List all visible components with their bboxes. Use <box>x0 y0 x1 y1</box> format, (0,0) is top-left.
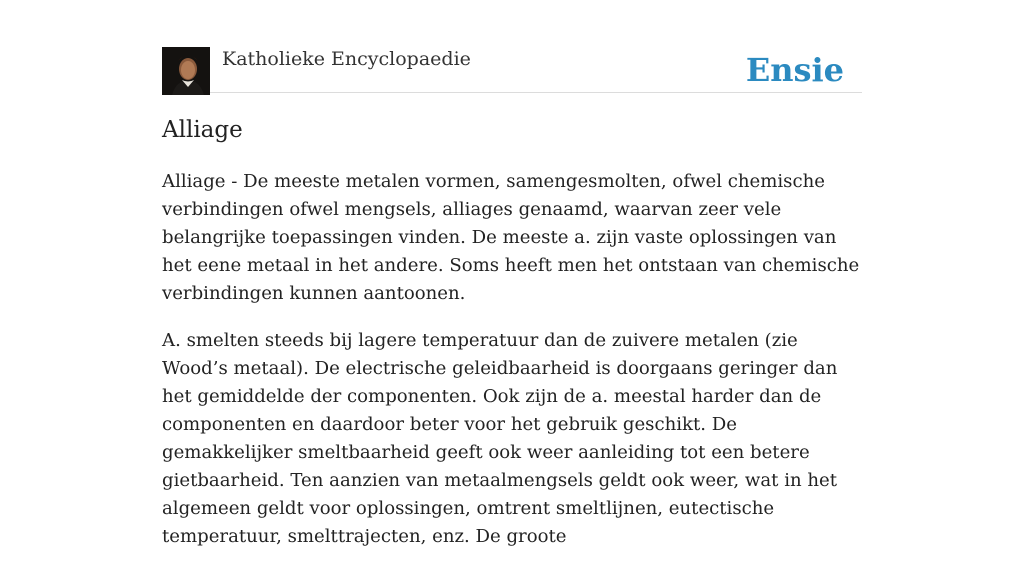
page-title: Alliage <box>162 117 243 143</box>
portrait-avatar[interactable] <box>162 47 210 95</box>
site-title[interactable]: Katholieke Encyclopaedie <box>222 48 471 70</box>
portrait-icon <box>162 47 210 95</box>
brand-logo[interactable]: Ensie <box>745 51 844 89</box>
article-paragraph: A. smelten steeds bij lagere temperatuur dan de zuivere metalen (zie Wood’s metaal). De electrische geleidbaarheid is doorgaans geringer dan het gemiddelde der componenten. Ook zijn de a. meestal harder dan de componenten en daardoor beter voor het gebruik geschikt. De gemakkelijker smeltbaarheid geeft ook weer aanleiding tot een betere gietbaarheid. Ten aanzien van metaalmengsels geldt ook weer, wat in het algemeen geldt voor oplossingen, omtrent smeltlijnen, eutectische temperatuur, smelttrajecten, enz. De groote <box>162 330 838 547</box>
site-header <box>162 46 862 93</box>
article-paragraph: Alliage - De meeste metalen vormen, samengesmolten, ofwel chemische verbindingen ofwel mengsels, alliages genaamd, waarvan zeer vele belangrijke toepassingen vinden. De meeste a. zijn vaste oplossingen van het eene metaal in het andere. Soms heeft men het ontstaan van chemische verbindingen kunnen aantoonen. <box>162 171 860 304</box>
article-body <box>162 168 862 570</box>
